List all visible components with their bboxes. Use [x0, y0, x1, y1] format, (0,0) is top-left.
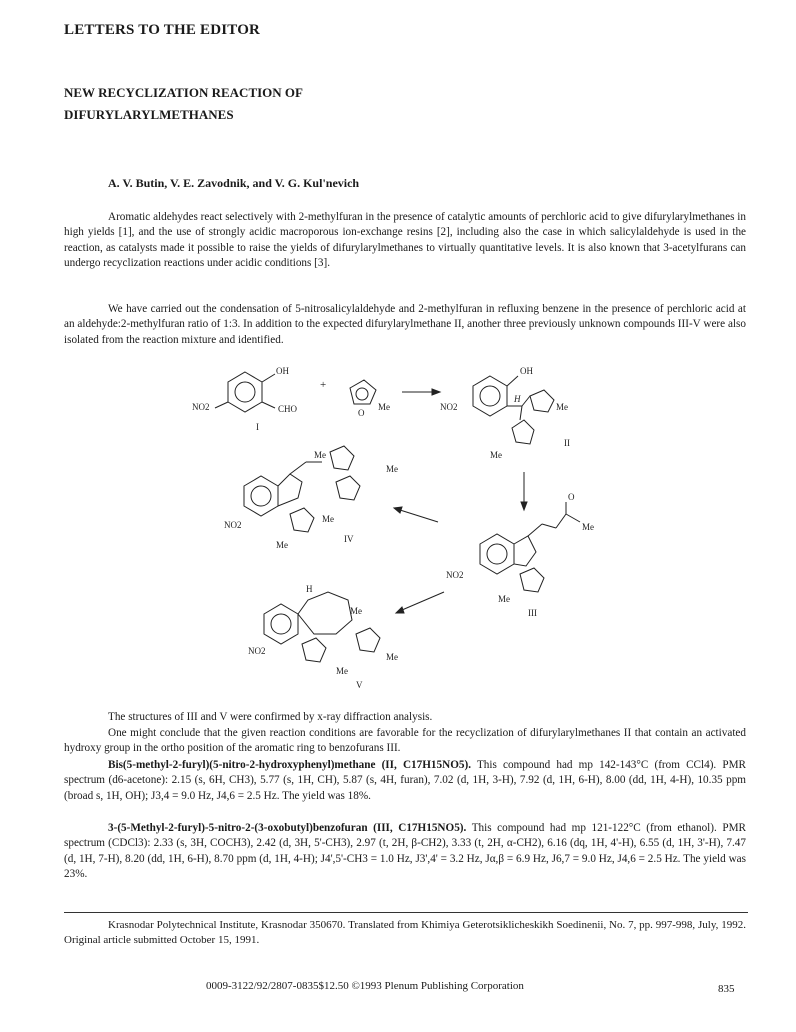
- label-cho: CHO: [278, 404, 298, 414]
- label-no2-V: NO2: [248, 646, 266, 656]
- label-me-IV-a: Me: [314, 450, 326, 460]
- label-compound-IV: IV: [344, 534, 354, 544]
- label-me-IV-b: Me: [386, 464, 398, 474]
- compound-II-data: This compound had mp 142-143°C (from CCl4). PMR spectrum (d6-acetone): 2.15 (s, 6H, CH3), 5.77 (s, 1H, CH), 5.87 (s, 4H, furan), 7.02 (d, 1H, 3-H), 7.92 (d, 1H, 6-H), 8.00 (dd, 1H, 4-H), 10.35 ppm (broad s, 1H, OH); J3,4 = 9.0 Hz, J4,6 = 2.5 Hz. The yield was 18%.: [64, 759, 746, 802]
- label-h-V: H: [306, 584, 313, 594]
- compound-II-name: Bis(5-methyl-2-furyl)(5-nitro-2-hydroxyphenyl)methane (II, C17H15NO5).: [108, 759, 472, 771]
- reaction-scheme: [190, 362, 620, 692]
- paragraph-conclusion: One might conclude that the given reaction conditions are favorable for the recyclization of difurylarylmethanes II that contain an activated hydroxy group in the ortho position of the aromatic ring to benzofurans III.: [64, 727, 746, 755]
- label-me-V-a: Me: [350, 606, 362, 616]
- label-me-V-c: Me: [336, 666, 348, 676]
- label-oh-II: OH: [520, 366, 533, 376]
- label-oh-I: OH: [276, 366, 289, 376]
- compound-III-name: 3-(5-Methyl-2-furyl)-5-nitro-2-(3-oxobutyl)benzofuran (III, C17H15NO5).: [108, 822, 467, 834]
- label-me-II-b: Me: [490, 450, 502, 460]
- footer-copyright: 0009-3122/92/2807-0835$12.50 ©1993 Plenum Publishing Corporation: [206, 980, 524, 992]
- label-me-II-a: Me: [556, 402, 568, 412]
- label-compound-III: III: [528, 608, 537, 618]
- compound-III-data: This compound had mp 121-122°C (from ethanol). PMR spectrum (CDCl3): 2.33 (s, 3H, COCH3), 2.42 (d, 3H, 5'-CH3), 2.97 (t, 2H, β-CH2), 3.33 (t, 2H, α-CH2), 6.16 (dq, 1H, 4'-H), 6.55 (d, 1H, 3'-H), 7.47 (d, 1H, 7-H), 8.20 (dd, 1H, 6-H), 8.70 ppm (d, 1H, 4-H); J4',5'-CH3 = 1.0 Hz, J3',4' = 3.2 Hz, Jα,β = 6.9 Hz, J6,7 = 9.0 Hz, J4,6 = 2.5 Hz. The yield was 23%.: [64, 822, 746, 881]
- label-me-IV-d: Me: [276, 540, 288, 550]
- label-me-III-b: Me: [498, 594, 510, 604]
- footnote-divider: [64, 912, 748, 913]
- page-number: 835: [718, 983, 735, 995]
- article-title-line2: DIFURYLARYLMETHANES: [64, 107, 234, 122]
- label-no2-I: NO2: [192, 402, 210, 412]
- compound-I-structure: [215, 372, 275, 412]
- compound-II-description: [64, 758, 746, 804]
- compound-III-description: [64, 821, 746, 883]
- plus-sign: +: [320, 379, 327, 391]
- compound-III-structure: [480, 502, 580, 592]
- paragraph-xray: The structures of III and V were confirmed by x-ray diffraction analysis.: [108, 711, 433, 723]
- footnote: Krasnodar Polytechnical Institute, Krasnodar 350670. Translated from Khimiya Geterotsiklicheskikh Soedinenii, No. 7, pp. 997-998, July, 1992. Original article submitted October 15, 1991.: [64, 919, 746, 946]
- authors: A. V. Butin, V. E. Zavodnik, and V. G. Kul'nevich: [108, 176, 360, 190]
- label-no2-III: NO2: [446, 570, 464, 580]
- methylfuran-structure: [350, 380, 376, 404]
- label-h-II: H: [514, 394, 521, 404]
- label-no2-II: NO2: [440, 402, 458, 412]
- section-heading: LETTERS TO THE EDITOR: [64, 22, 261, 38]
- label-no2-IV: NO2: [224, 520, 242, 530]
- label-o-III: O: [568, 492, 575, 502]
- label-me-V-b: Me: [386, 652, 398, 662]
- label-compound-V: V: [356, 680, 363, 690]
- compound-II-structure: [473, 376, 554, 444]
- compound-IV-structure: [244, 446, 360, 532]
- label-compound-I: I: [256, 422, 259, 432]
- paragraph-intro: Aromatic aldehydes react selectively with 2-methylfuran in the presence of catalytic amounts of perchloric acid to give difurylarylmethanes in high yields [1], and the use of strongly acidic macroporous ion-exchange resins [2], including also the case in which salicylaldehyde is used in the reaction, as catalysts made it possible to raise the yields of difurylarylmethanes to virtually quantitative levels. It is also known that 3-acetylfurans can undergo recyclization reactions under acidic conditions [3].: [64, 211, 746, 270]
- label-o-furan: O: [358, 408, 365, 418]
- label-me-furan: Me: [378, 402, 390, 412]
- label-compound-II: II: [564, 438, 570, 448]
- compound-V-structure: [264, 592, 380, 662]
- paragraph-condensation: We have carried out the condensation of 5-nitrosalicylaldehyde and 2-methylfuran in refluxing benzene in the presence of perchloric acid at an aldehyde:2-methylfuran ratio of 1:3. In addition to the expected difurylarylmethane II, another three previously unknown compounds III-V were also isolated from the reaction mixture and identified.: [64, 303, 746, 346]
- article-title-line1: NEW RECYCLIZATION REACTION OF: [64, 85, 303, 100]
- label-me-IV-c: Me: [322, 514, 334, 524]
- label-me-III-a: Me: [582, 522, 594, 532]
